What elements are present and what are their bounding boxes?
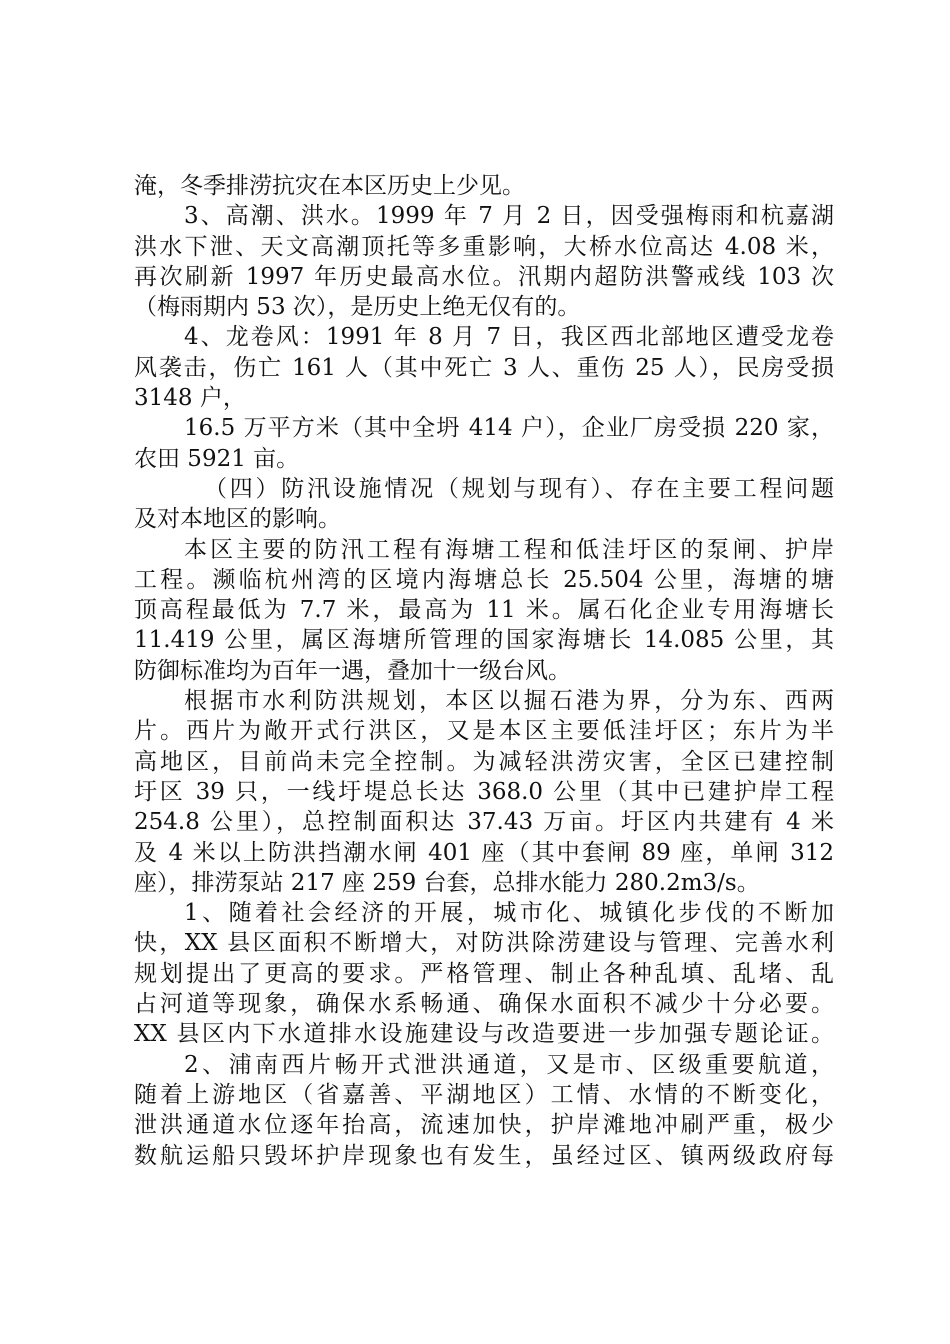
document-body — [134, 171, 834, 1171]
text-line: 泄洪通道水位逐年抬高，流速加快，护岸滩地冲刷严重，极少 — [134, 1112, 834, 1139]
text-line: 占河道等现象，确保水系畅通、确保水面积不减少十分必要。 — [134, 991, 834, 1018]
text-line: 及对本地区的影响。 — [134, 506, 341, 533]
text-line: 再次刷新 1997 年历史最高水位。汛期内超防洪警戒线 103 次 — [134, 263, 834, 290]
text-line: 洪水下泄、天文高潮顶托等多重影响，大桥水位高达 4.08 米， — [134, 233, 834, 260]
text-line: 及 4 米以上防洪挡潮水闸 401 座（其中套闸 89 座，单闸 312 — [134, 839, 834, 866]
text-line: 农田 5921 亩。 — [134, 445, 300, 472]
text-line: 1、随着社会经济的开展，城市化、城镇化步伐的不断加 — [184, 900, 834, 927]
text-line: 防御标准均为百年一遇，叠加十一级台风。 — [134, 657, 571, 684]
text-line: 淹，冬季排涝抗灾在本区历史上少见。 — [134, 173, 525, 199]
text-line: 座），排涝泵站 217 座 259 台套，总排水能力 280.2m3/s。 — [134, 869, 760, 896]
text-line: 圩区 39 只，一线圩堤总长达 368.0 公里（其中已建护岸工程 — [134, 778, 834, 805]
text-line: 顶高程最低为 7.7 米，最高为 11 米。属石化企业专用海塘长 — [134, 597, 834, 624]
text-line: 随着上游地区（省嘉善、平湖地区）工情、水情的不断变化， — [134, 1081, 834, 1108]
text-line: XX 县区内下水道排水设施建设与改造要进一步加强专题论证。 — [134, 1021, 834, 1048]
text-line: 片。西片为敞开式行洪区，又是本区主要低洼圩区；东片为半 — [134, 718, 834, 745]
text-line: 4、龙卷风：1991 年 8 月 7 日，我区西北部地区遭受龙卷 — [184, 324, 834, 351]
text-line: 数航运船只毁坏护岸现象也有发生，虽经过区、镇两级政府每 — [134, 1142, 834, 1169]
text-line: （四）防汛设施情况（规划与现有）、存在主要工程问题 — [204, 475, 834, 502]
text-line: 11.419 公里，属区海塘所管理的国家海塘长 14.085 公里，其 — [134, 627, 834, 654]
text-line: 2、浦南西片畅开式泄洪通道，又是市、区级重要航道， — [184, 1051, 834, 1078]
text-line: 高地区，目前尚未完全控制。为减轻洪涝灾害，全区已建控制 — [134, 748, 834, 775]
text-line: 3、高潮、洪水。1999 年 7 月 2 日，因受强梅雨和杭嘉湖 — [184, 203, 834, 230]
text-line: 根据市水利防洪规划，本区以掘石港为界，分为东、西两 — [184, 688, 834, 715]
text-line: 16.5 万平方米（其中全坍 414 户），企业厂房受损 220 家， — [184, 415, 834, 442]
text-line: 本区主要的防汛工程有海塘工程和低洼圩区的泵闸、护岸 — [184, 536, 834, 563]
text-line: 快，XX 县区面积不断增大，对防洪除涝建设与管理、完善水利 — [134, 930, 834, 957]
text-line: 3148 户， — [134, 385, 246, 412]
text-line: 规划提出了更高的要求。严格管理、制止各种乱填、乱堵、乱 — [134, 960, 834, 987]
text-line: （梅雨期内 53 次），是历史上绝无仅有的。 — [134, 294, 581, 321]
text-line: 254.8 公里），总控制面积达 37.43 万亩。圩区内共建有 4 米 — [134, 809, 834, 836]
text-line: 风袭击，伤亡 161 人（其中死亡 3 人、重伤 25 人），民房受损 — [134, 354, 834, 381]
text-line: 工程。濒临杭州湾的区境内海塘总长 25.504 公里，海塘的塘 — [134, 566, 834, 593]
